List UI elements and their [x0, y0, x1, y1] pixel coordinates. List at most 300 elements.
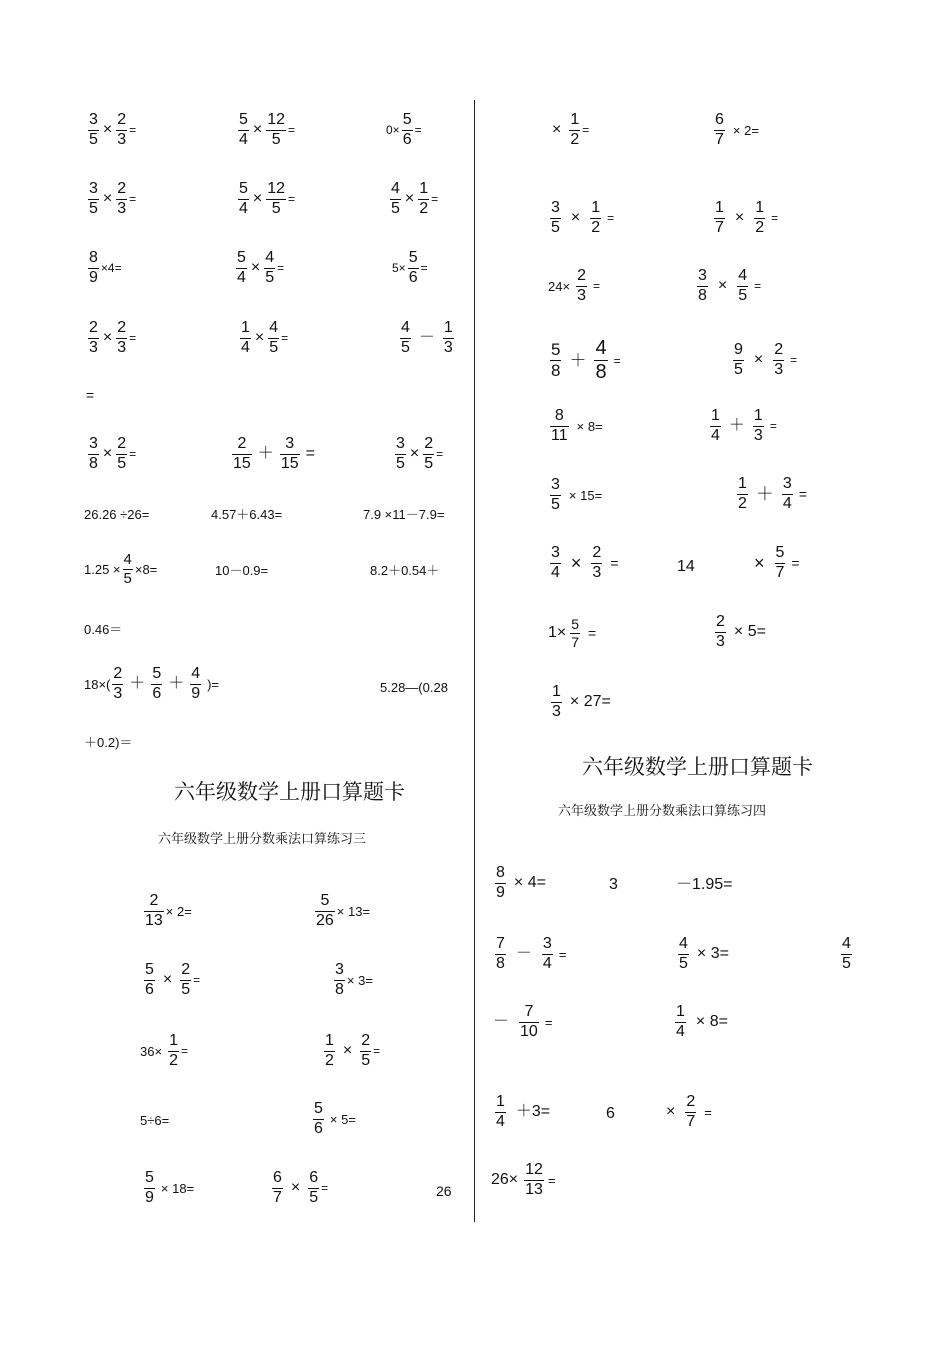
equals-sign: = [769, 419, 777, 434]
numerator: 1 [169, 1032, 178, 1049]
operator: ＋ [755, 484, 774, 505]
equals-sign: = [558, 946, 567, 962]
numerator: 2 [117, 435, 127, 452]
numerator: 4 [191, 665, 201, 682]
problem-6 [388, 181, 438, 218]
problem-s11 [666, 1094, 712, 1131]
numerator: 3 [551, 199, 560, 216]
suffix: × 5= [733, 623, 766, 641]
operator: × [290, 1179, 301, 1197]
suffix: × 4= [513, 874, 546, 892]
fraction [116, 112, 127, 149]
fraction [116, 436, 127, 473]
numerator: 1 [325, 1032, 334, 1049]
denominator: 10 [520, 1022, 538, 1040]
denominator: 5 [734, 360, 743, 378]
numerator: 3 [396, 435, 405, 452]
problem-11 [238, 320, 288, 357]
equals-sign: = [790, 353, 798, 368]
denominator: 5 [401, 338, 410, 356]
denominator: 9 [89, 268, 98, 286]
fraction [168, 1033, 179, 1070]
fraction [495, 865, 506, 902]
numerator: 2 [592, 544, 602, 561]
fraction [714, 112, 725, 149]
equals-sign: = [288, 192, 296, 207]
denominator: 4 [241, 338, 250, 356]
operator: × [409, 445, 420, 463]
denominator: 5 [396, 454, 405, 472]
numerator: 5 [775, 544, 785, 561]
numerator: 1 [570, 111, 580, 128]
numerator: 5 [145, 1169, 154, 1186]
numerator: 2 [774, 341, 784, 358]
suffix: ×4= [100, 261, 122, 276]
denominator: 13 [145, 911, 163, 929]
fraction [236, 250, 247, 287]
problem-1 [86, 112, 136, 149]
prefix: － [493, 1013, 510, 1031]
numerator: 6 [715, 111, 724, 128]
operator: ＋ [168, 675, 185, 693]
worksheet-subtitle: 六年级数学上册分数乘法口算练习四 [558, 804, 767, 819]
fraction [443, 320, 454, 357]
denominator: 5 [551, 218, 560, 236]
operator: × [250, 259, 261, 277]
denominator: 15 [280, 454, 299, 472]
denominator: 5 [391, 199, 400, 217]
numerator: 2 [686, 1093, 696, 1110]
equals-sign: = [420, 261, 428, 276]
denominator: 6 [145, 980, 154, 998]
numerator: 1 [419, 180, 429, 197]
numerator: 4 [265, 249, 275, 266]
numerator: 4 [269, 319, 279, 336]
denominator: 8 [595, 361, 607, 384]
suffix: × 8= [576, 418, 603, 434]
fraction [268, 320, 279, 357]
denominator: 6 [314, 1119, 323, 1137]
numerator: 5 [314, 1100, 323, 1117]
fraction [123, 552, 133, 587]
problem-15 [393, 436, 443, 473]
fraction [685, 1094, 696, 1131]
numerator: 4 [595, 337, 607, 359]
fraction [88, 320, 99, 357]
suffix: × 13= [336, 903, 371, 919]
numerator: 5 [408, 249, 418, 266]
problem-q18 [549, 684, 611, 721]
prefix: 18×( [84, 676, 111, 692]
problem-13 [86, 436, 136, 473]
operator: × [102, 445, 113, 463]
fraction [418, 181, 429, 218]
fraction [266, 112, 286, 149]
fraction [240, 320, 251, 357]
suffix: ＋3= [515, 1103, 551, 1121]
operator: － [418, 329, 435, 347]
denominator: 5 [89, 130, 98, 148]
numerator: 6 [309, 1169, 319, 1186]
problem-q8 [731, 342, 797, 379]
fraction [116, 320, 127, 357]
numerator: 3 [551, 544, 560, 561]
operator: × [717, 277, 728, 295]
equals-sign: = [180, 1044, 188, 1059]
denominator: 8 [89, 454, 98, 472]
fraction [737, 476, 748, 513]
card-title: 六年级数学上册口算题卡 [582, 755, 813, 779]
numerator: 3 [285, 435, 295, 452]
suffix: × 5= [329, 1111, 356, 1127]
equals-sign: = [129, 447, 137, 462]
problem-r4 [332, 962, 373, 999]
denominator: 5 [361, 1051, 371, 1069]
numerator: 4 [123, 551, 132, 568]
fraction [180, 962, 191, 999]
problem-10 [86, 320, 136, 357]
problem-s9 [493, 1094, 550, 1131]
operator: × [252, 121, 263, 139]
problem-9 [392, 250, 428, 287]
fraction [550, 200, 561, 237]
problem-q3 [548, 200, 614, 237]
card-title: 六年级数学上册口算题卡 [174, 780, 405, 804]
fraction [408, 250, 419, 287]
fraction [88, 181, 99, 218]
problem-21: 8.2＋0.54＋ [370, 563, 440, 578]
numerator: 8 [89, 249, 98, 266]
operator: × [342, 1042, 353, 1060]
numerator: 1 [676, 1003, 685, 1020]
denominator: 5 [265, 268, 275, 286]
equals-sign: = [129, 123, 137, 138]
equals-sign: = [431, 192, 439, 207]
column-divider [474, 100, 475, 1222]
numerator: 1 [715, 199, 724, 216]
problem-s5 [676, 936, 729, 973]
numerator: 3 [782, 475, 792, 492]
problem-r9 [142, 1170, 194, 1207]
denominator: 5 [89, 199, 98, 217]
operator: × [552, 121, 562, 139]
prefix: 1.25 × [84, 561, 121, 577]
denominator: 3 [117, 338, 127, 356]
problem-21-continuation: 0.46＝ [84, 622, 123, 637]
fraction [151, 666, 162, 703]
numerator: 5 [402, 111, 412, 128]
problem-22 [84, 666, 219, 703]
denominator: 4 [782, 494, 792, 512]
denominator: 2 [419, 199, 429, 217]
numerator: 12 [267, 111, 286, 128]
numerator: 8 [496, 864, 505, 881]
fraction [594, 338, 607, 383]
denominator: 6 [152, 684, 162, 702]
problem-23: 5.28—(0.28 [380, 680, 448, 695]
operator: × [666, 1103, 676, 1121]
problem-q17 [713, 614, 766, 651]
equals-sign: = [610, 555, 619, 572]
numerator: 1 [552, 683, 561, 700]
fraction [395, 436, 406, 473]
suffix: )= [207, 676, 220, 692]
denominator: 3 [774, 360, 784, 378]
operator: × [102, 329, 113, 347]
denominator: 5 [679, 954, 688, 972]
problem-s12 [491, 1162, 556, 1199]
numerator: 8 [554, 407, 564, 424]
denominator: 4 [542, 954, 552, 972]
problem-q14: 14 [677, 558, 695, 575]
problem-s6 [839, 936, 854, 973]
denominator: 3 [552, 702, 561, 720]
fraction [550, 408, 569, 445]
numerator: 1 [753, 407, 763, 424]
prefix: 1× [548, 624, 567, 642]
equals-sign: = [791, 555, 800, 572]
fraction [495, 1094, 506, 1131]
problem-23-continuation: ＋0.2)＝ [84, 735, 133, 750]
problem-14 [230, 436, 315, 473]
fraction [144, 962, 155, 999]
problem-s10: 6 [606, 1105, 615, 1122]
problem-s7 [493, 1004, 552, 1041]
numerator: 5 [320, 892, 330, 909]
fraction [144, 893, 164, 930]
fraction [308, 1170, 319, 1207]
denominator: 8 [335, 980, 344, 998]
denominator: 13 [525, 1180, 543, 1198]
equals-sign: = [129, 331, 137, 346]
fraction [402, 112, 413, 149]
denominator: 3 [592, 563, 602, 581]
fraction [116, 181, 127, 218]
fraction [576, 268, 587, 305]
problem-q13 [548, 545, 619, 582]
problem-12-continuation: = [86, 387, 95, 403]
numerator: 4 [401, 319, 410, 336]
operator: ＋ [129, 675, 146, 693]
fraction [678, 936, 689, 973]
problem-q4 [712, 200, 778, 237]
suffix: × 2= [165, 903, 192, 919]
operator: × [102, 190, 113, 208]
equals-sign: = [592, 279, 600, 294]
numerator: 2 [117, 319, 127, 336]
equals-sign: = [613, 353, 621, 368]
numerator: 1 [443, 319, 453, 336]
suffix: × 27= [569, 693, 611, 711]
denominator: 5 [181, 980, 191, 998]
operator: ＋ [257, 445, 274, 463]
problem-s1 [493, 865, 546, 902]
prefix: 24× [548, 278, 571, 294]
denominator: 2 [591, 218, 601, 236]
denominator: 3 [753, 426, 763, 444]
denominator: 4 [239, 199, 248, 217]
numerator: 2 [117, 180, 127, 197]
fraction [715, 614, 726, 651]
equals-sign: = [305, 445, 315, 463]
problem-q7 [548, 338, 621, 383]
equals-sign: = [771, 211, 779, 226]
problem-r2 [313, 893, 370, 930]
numerator: 2 [113, 665, 123, 682]
problem-r7: 5÷6= [140, 1113, 170, 1128]
numerator: 2 [181, 961, 191, 978]
fraction [542, 936, 553, 973]
fraction [569, 112, 580, 149]
fraction [524, 1162, 544, 1199]
fraction [190, 666, 201, 703]
operator: × [734, 209, 745, 227]
equals-sign: = [129, 192, 137, 207]
problem-3 [386, 112, 422, 149]
problem-s8 [673, 1004, 728, 1041]
fraction [697, 268, 708, 305]
denominator: 7 [775, 563, 785, 581]
prefix: 36× [140, 1043, 163, 1059]
numerator: 2 [716, 613, 725, 630]
fraction [714, 200, 725, 237]
fraction [591, 545, 602, 582]
denominator: 5 [271, 199, 281, 217]
numerator: 2 [237, 435, 247, 452]
denominator: 4 [239, 130, 248, 148]
fraction [144, 1170, 155, 1207]
operator: × [252, 190, 263, 208]
problem-r8 [311, 1101, 356, 1138]
fraction [334, 962, 345, 999]
numerator: 1 [755, 199, 765, 216]
denominator: 7 [715, 218, 724, 236]
operator: ＋ [569, 351, 587, 371]
problem-12 [398, 320, 456, 357]
denominator: 9 [496, 883, 505, 901]
equals-sign: = [321, 1181, 329, 1196]
fraction [733, 342, 744, 379]
denominator: 5 [424, 454, 434, 472]
numerator: 2 [361, 1032, 371, 1049]
denominator: 2 [325, 1051, 334, 1069]
fraction [360, 1033, 371, 1070]
fraction [232, 436, 252, 473]
equals-sign: = [414, 123, 422, 138]
problem-r1 [142, 893, 192, 930]
problem-q11 [548, 477, 602, 514]
problem-q10 [708, 408, 777, 445]
problem-4 [86, 181, 136, 218]
fraction [112, 666, 123, 703]
denominator: 5 [271, 130, 281, 148]
denominator: 4 [237, 268, 246, 286]
numerator: 3 [89, 111, 98, 128]
denominator: 5 [269, 338, 279, 356]
denominator: 8 [496, 954, 505, 972]
fraction [773, 342, 784, 379]
problem-s3: －1.95= [676, 876, 733, 893]
denominator: 6 [408, 268, 418, 286]
numerator: 3 [335, 961, 344, 978]
fraction [88, 250, 99, 287]
fraction [390, 181, 401, 218]
problem-8 [234, 250, 284, 287]
numerator: 1 [241, 319, 250, 336]
fraction [675, 1004, 686, 1041]
problem-q6 [695, 268, 761, 305]
problem-q5 [548, 268, 600, 305]
problem-r11: 26 [436, 1183, 452, 1199]
prefix: 5× [392, 261, 406, 276]
problem-16: 26.26 ÷26= [84, 507, 150, 522]
denominator: 8 [698, 286, 707, 304]
numerator: 3 [551, 476, 560, 493]
numerator: 12 [267, 180, 286, 197]
fraction [324, 1033, 335, 1070]
problem-q15 [752, 545, 800, 582]
fraction [88, 436, 99, 473]
denominator: 7 [571, 633, 580, 650]
denominator: 3 [577, 286, 586, 304]
equals-sign: = [436, 447, 444, 462]
equals-sign: = [754, 279, 762, 294]
numerator: 4 [738, 267, 748, 284]
operator: － [515, 945, 532, 963]
problem-r6 [322, 1033, 380, 1070]
numerator: 12 [525, 1161, 543, 1178]
denominator: 7 [686, 1112, 696, 1130]
prefix: 26× [491, 1171, 519, 1189]
suffix: ×8= [134, 561, 158, 577]
denominator: 5 [117, 454, 127, 472]
denominator: 5 [842, 954, 851, 972]
fraction [313, 1101, 324, 1138]
denominator: 4 [676, 1022, 685, 1040]
problem-19 [84, 552, 157, 587]
fraction [550, 545, 561, 582]
denominator: 9 [145, 1188, 154, 1206]
denominator: 3 [716, 632, 725, 650]
numerator: 2 [89, 319, 98, 336]
denominator: 5 [309, 1188, 319, 1206]
operator: × [570, 209, 581, 227]
suffix: × 2= [732, 122, 759, 138]
fraction [782, 476, 793, 513]
numerator: 5 [237, 249, 246, 266]
fraction [737, 268, 748, 305]
fraction [272, 1170, 283, 1207]
fraction [570, 617, 580, 650]
numerator: 7 [524, 1003, 534, 1020]
operator: × [102, 121, 113, 139]
fraction [423, 436, 434, 473]
operator: ＋ [728, 417, 745, 435]
fraction [495, 936, 506, 973]
operator: × [404, 190, 415, 208]
denominator: 9 [191, 684, 201, 702]
operator: × [570, 553, 582, 574]
equals-sign: = [704, 1104, 712, 1120]
fraction [590, 200, 601, 237]
problem-r10 [270, 1170, 328, 1207]
problem-5 [236, 181, 295, 218]
fraction [315, 893, 335, 930]
numerator: 1 [591, 199, 601, 216]
equals-sign: = [277, 261, 285, 276]
denominator: 6 [402, 130, 412, 148]
denominator: 2 [570, 130, 580, 148]
